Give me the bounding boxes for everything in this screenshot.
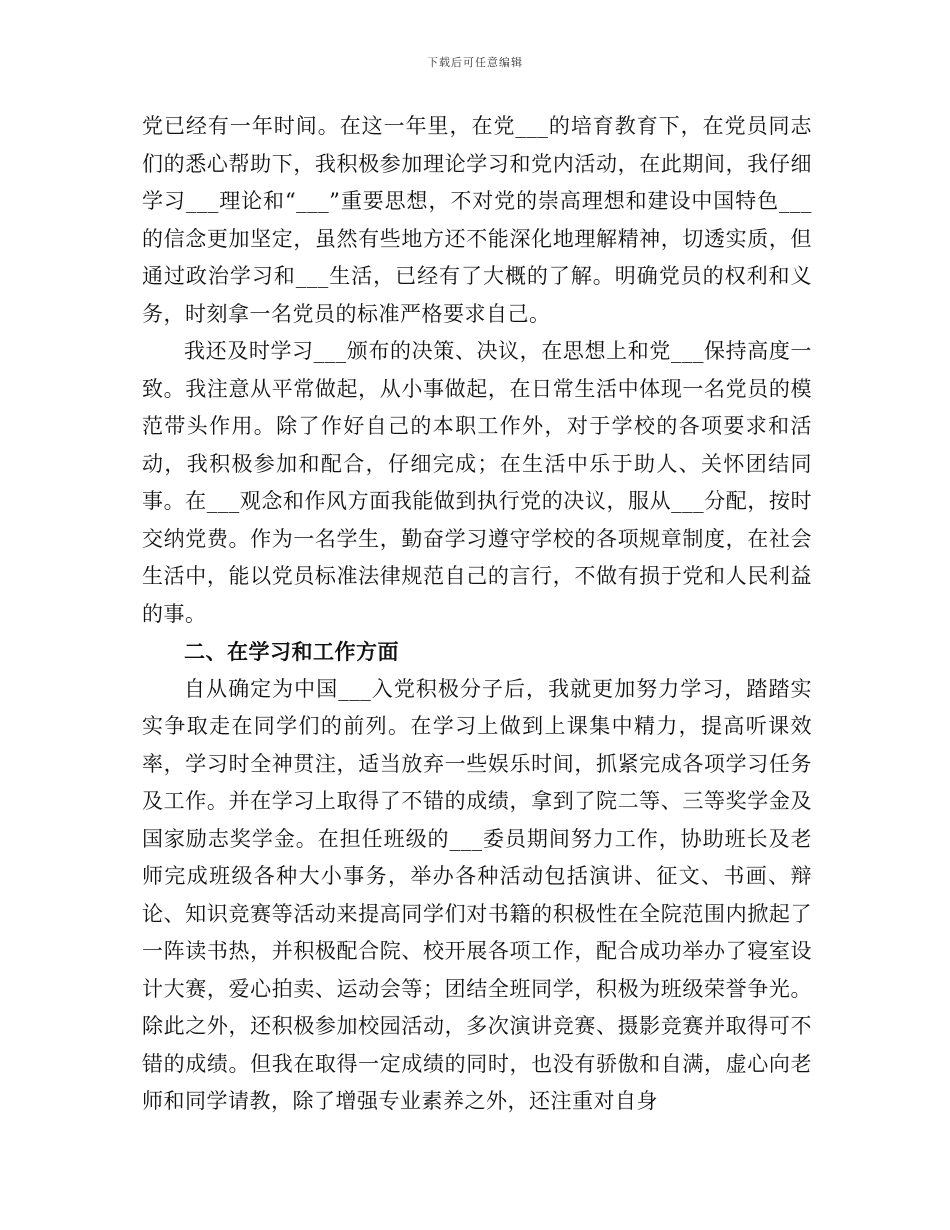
paragraph-party-study: 党已经有一年时间。在这一年里，在党___的培育教育下，在党员同志们的悉心帮助下，我积极参加理论学习和党内活动，在此期间，我仔细学习___理论和“___”重要思想，不对党的崇高理想和建设中国特色___的信念更加坚定，虽然有些地方还不能深化地理解精神，切透实质，但通过政治学习和___生活，已经有了大概的了解。明确党员的权利和义务，时刻拿一名党员的标准严格要求自己。	[142, 114, 812, 326]
section-heading-study-work: 二、在学习和工作方面	[184, 639, 399, 664]
page-header: 下载后可任意编辑	[427, 56, 523, 69]
paragraph-study-work: 自从确定为中国___入党积极分子后，我就更加努力学习，踏踏实实争取走在同学们的前列。在学习上做到上课集中精力，提高听课效率，学习时全神贯注，适当放弃一些娱乐时间，抓紧完成各项学习任务及工作。并在学习上取得了不错的成绩，拿到了院二等、三等奖学金及国家励志奖学金。在担任班级的___委员期间努力工作，协助班长及老师完成班级各种大小事务，举办各种活动包括演讲、征文、书画、辩论、知识竞赛等活动来提高同学们对书籍的积极性在全院范围内掀起了一阵读书热，并积极配合院、校开展各项工作，配合成功举办了寝室设计大赛，爱心拍卖、运动会等；团结全班同学，积极为班级荣誉争光。除此之外，还积极参加校园活动，多次演讲竞赛、摄影竞赛并取得可不错的成绩。但我在取得一定成绩的同时，也没有骄傲和自满，虚心向老师和同学请教，除了增强专业素养之外，还注重对自身	[142, 676, 812, 1113]
document-body	[142, 108, 812, 1121]
paragraph-party-discipline: 我还及时学习___颁布的决策、决议，在思想上和党___保持高度一致。我注意从平常做起，从小事做起，在日常生活中体现一名党员的模范带头作用。除了作好自己的本职工作外，对于学校的各项要求和活动，我积极参加和配合，仔细完成；在生活中乐于助人、关怀团结同事。在___观念和作风方面我能做到执行党的决议，服从___分配，按时交纳党费。作为一名学生，勤奋学习遵守学校的各项规章制度，在社会生活中，能以党员标准法律规范自己的言行，不做有损于党和人民利益的事。	[142, 339, 812, 626]
